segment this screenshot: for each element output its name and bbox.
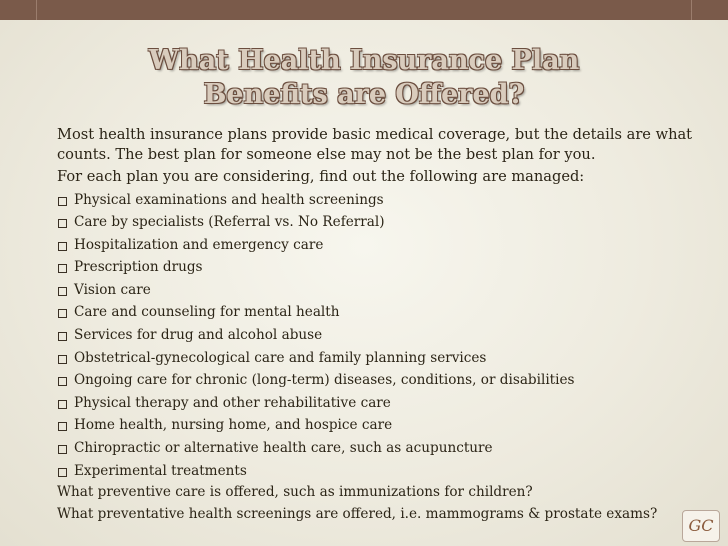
- top-bar-divider: [36, 0, 37, 20]
- closing-questions: [57, 482, 697, 525]
- list-item: [57, 392, 697, 415]
- list-item: [57, 369, 697, 392]
- slide-body: [57, 125, 697, 525]
- list-item-text: Hospitalization and emergency care: [74, 236, 324, 253]
- intro-paragraph: Most health insurance plans provide basic medical coverage, but the details are what counts. The best plan for someone else may not be the best plan for you.: [57, 126, 693, 163]
- list-item: [57, 301, 697, 324]
- checkbox-bullet-icon: [58, 422, 67, 431]
- list-item: [57, 189, 697, 212]
- list-item: [57, 256, 697, 279]
- list-item-text: Services for drug and alcohol abuse: [74, 327, 323, 344]
- title-line-1: What Health Insurance Plan: [148, 45, 580, 76]
- list-item-text: Care by specialists (Referral vs. No Referral): [74, 214, 385, 231]
- list-item-text: Physical examinations and health screenings: [74, 191, 384, 208]
- list-item-text: Prescription drugs: [74, 259, 203, 276]
- list-item-text: Physical therapy and other rehabilitative care: [74, 394, 391, 411]
- list-item-text: Care and counseling for mental health: [74, 304, 340, 321]
- list-item-text: Obstetrical-gynecological care and family planning services: [74, 349, 487, 366]
- checkbox-bullet-icon: [58, 219, 67, 228]
- checkbox-bullet-icon: [58, 264, 67, 273]
- checkbox-bullet-icon: [58, 309, 67, 318]
- list-item: [57, 211, 697, 234]
- checkbox-bullet-icon: [58, 445, 67, 454]
- slide-title: [100, 44, 628, 112]
- lead-paragraph: For each plan you are considering, find out the following are managed:: [57, 168, 585, 185]
- list-item-text: Home health, nursing home, and hospice care: [74, 417, 393, 434]
- checkbox-bullet-icon: [58, 197, 67, 206]
- list-item-text: Experimental treatments: [74, 462, 247, 479]
- checkbox-bullet-icon: [58, 242, 67, 251]
- list-item: [57, 279, 697, 302]
- list-item: [57, 347, 697, 370]
- checkbox-bullet-icon: [58, 377, 67, 386]
- checkbox-bullet-icon: [58, 355, 67, 364]
- preventive-care-question: What preventive care is offered, such as immunizations for children?: [57, 484, 533, 501]
- list-item: [57, 324, 697, 347]
- gc-logo: GC: [682, 510, 720, 542]
- checkbox-bullet-icon: [58, 400, 67, 409]
- benefit-list: [57, 189, 697, 483]
- screenings-question: What preventative health screenings are offered, i.e. mammograms & prostate exams?: [57, 505, 658, 522]
- list-item: [57, 437, 697, 460]
- checkbox-bullet-icon: [58, 332, 67, 341]
- checkbox-bullet-icon: [58, 287, 67, 296]
- list-item-text: Chiropractic or alternative health care, such as acupuncture: [74, 440, 493, 457]
- list-item: [57, 234, 697, 257]
- list-item: [57, 414, 697, 437]
- list-item-text: Ongoing care for chronic (long-term) diseases, conditions, or disabilities: [74, 372, 575, 389]
- checkbox-bullet-icon: [58, 468, 67, 477]
- list-item: [57, 460, 697, 483]
- top-bar: [0, 0, 728, 20]
- list-item-text: Vision care: [74, 281, 151, 298]
- title-line-2: Benefits are Offered?: [203, 79, 525, 110]
- top-bar-divider: [691, 0, 692, 20]
